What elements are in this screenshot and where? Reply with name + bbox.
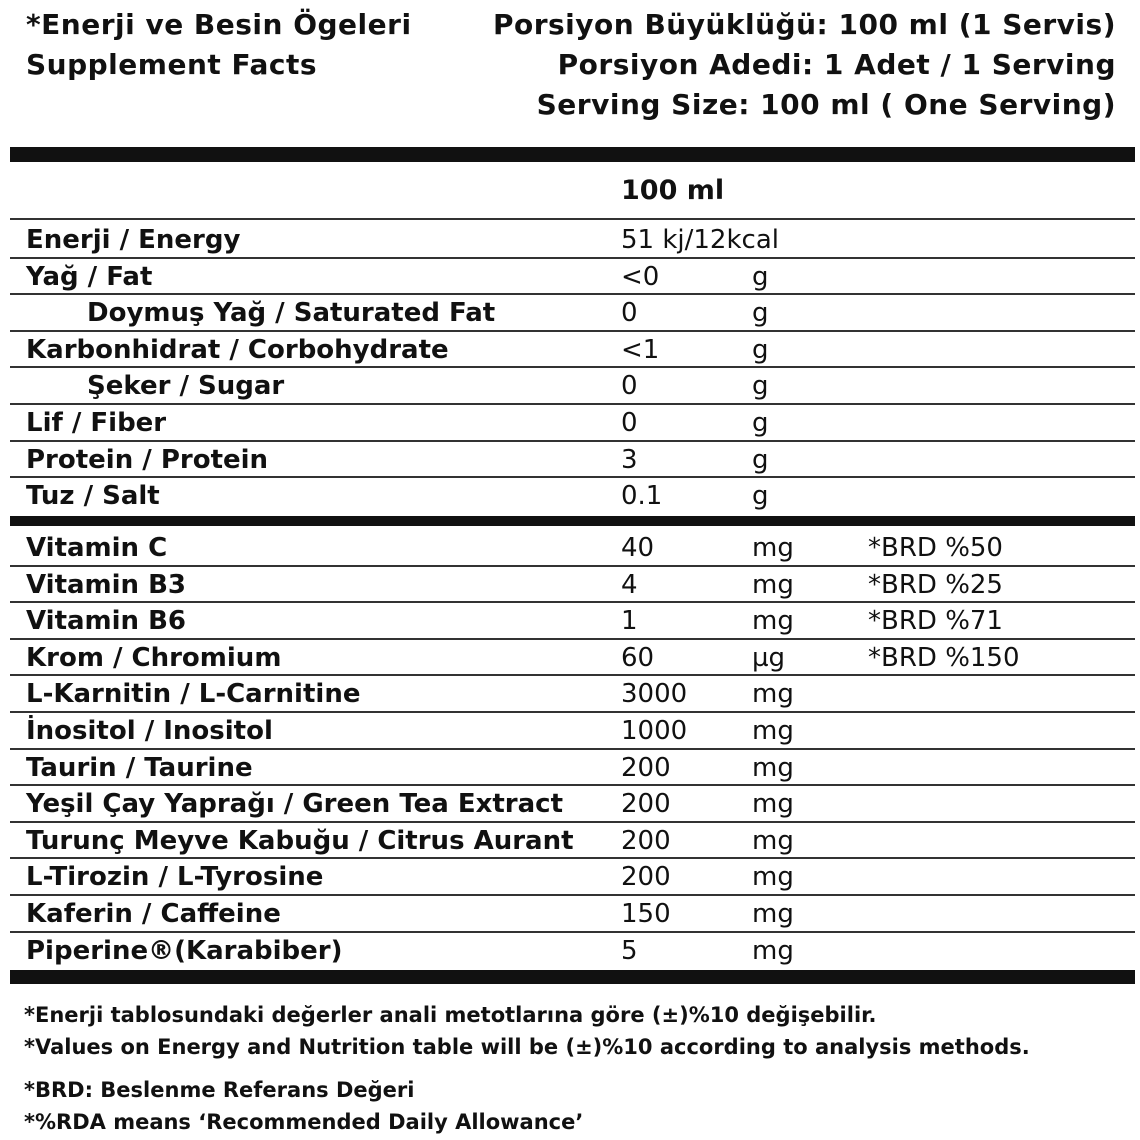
row-name: Tuz / Salt: [26, 481, 160, 512]
row-value: <0: [621, 261, 660, 292]
row-unit: mg: [752, 569, 794, 600]
row-unit: mg: [752, 862, 794, 893]
row-value: 0: [621, 407, 638, 438]
supplement-row: [10, 676, 1135, 713]
nutrition-row: [10, 332, 1135, 369]
footnote-brd: *BRD: Beslenme Referans Değeri: [24, 1078, 415, 1102]
row-unit: g: [752, 261, 769, 292]
top-divider: [10, 147, 1135, 162]
row-value: 51 kj/12kcal: [621, 225, 779, 255]
row-name: Karbonhidrat / Corbohydrate: [26, 334, 449, 365]
row-name: Yağ / Fat: [26, 261, 153, 292]
serving-size-en: Serving Size: 100 ml ( One Serving): [536, 88, 1116, 121]
row-unit: mg: [752, 752, 794, 783]
title-en: Supplement Facts: [26, 48, 318, 81]
row-value: 0: [621, 371, 638, 402]
portion-size-tr: Porsiyon Büyüklüğü: 100 ml (1 Servis): [492, 8, 1116, 41]
header-rule: [10, 218, 1135, 220]
title-tr: *Enerji ve Besin Ögeleri: [26, 8, 412, 41]
row-value: 4: [621, 569, 638, 600]
row-name: Yeşil Çay Yaprağı / Green Tea Extract: [26, 789, 564, 820]
row-value: 40: [621, 533, 655, 563]
row-value: 150: [621, 898, 671, 929]
nutrition-row: [10, 405, 1135, 442]
row-unit: mg: [752, 825, 794, 856]
supplement-row: [10, 530, 1135, 567]
row-value: 0.1: [621, 481, 663, 512]
row-value: 200: [621, 825, 671, 856]
row-value: 0: [621, 298, 638, 329]
supplement-row: [10, 933, 1135, 970]
row-unit: mg: [752, 606, 794, 637]
row-unit: g: [752, 371, 769, 402]
supplement-row: [10, 640, 1135, 677]
footnote-en: *Values on Energy and Nutrition table will be (±)%10 according to analysis methods.: [24, 1035, 1030, 1059]
row-value: 5: [621, 935, 638, 966]
nutrition-table: [10, 222, 1135, 515]
row-unit: mg: [752, 789, 794, 820]
row-name: Vitamin B3: [26, 569, 187, 600]
row-unit: mg: [752, 935, 794, 966]
column-header: 100 ml: [621, 175, 725, 206]
row-brd: *BRD %25: [868, 569, 1003, 600]
row-name: Vitamin C: [26, 533, 168, 563]
row-unit: mg: [752, 533, 794, 563]
footnote-tr: *Enerji tablosundaki değerler anali metotlarına göre (±)%10 değişebilir.: [24, 1003, 877, 1027]
row-name: Enerji / Energy: [26, 225, 241, 255]
supplement-row: [10, 896, 1135, 933]
row-value: 60: [621, 642, 655, 673]
nutrition-row: [10, 478, 1135, 515]
row-value: 200: [621, 752, 671, 783]
row-brd: *BRD %150: [868, 642, 1020, 673]
supplements-table: [10, 530, 1135, 969]
row-name: Şeker / Sugar: [87, 371, 285, 402]
supplement-row: [10, 713, 1135, 750]
row-unit: mg: [752, 898, 794, 929]
row-value: 200: [621, 862, 671, 893]
row-name: Kaferin / Caffeine: [26, 898, 281, 929]
footnote-rda: *%RDA means ‘Recommended Daily Allowance’: [24, 1110, 584, 1134]
nutrition-row: [10, 368, 1135, 405]
supplement-row: [10, 603, 1135, 640]
row-unit: g: [752, 334, 769, 365]
supplement-row: [10, 859, 1135, 896]
row-name: Taurin / Taurine: [26, 752, 253, 783]
row-value: 1: [621, 606, 638, 637]
nutrition-row: [10, 295, 1135, 332]
supplement-row: [10, 786, 1135, 823]
row-unit: g: [752, 481, 769, 512]
row-value: 1000: [621, 715, 688, 746]
row-brd: *BRD %71: [868, 606, 1003, 637]
bottom-divider: [10, 970, 1135, 984]
row-name: L-Tirozin / L-Tyrosine: [26, 862, 324, 893]
nutrition-row: [10, 222, 1135, 259]
nutrition-row: [10, 259, 1135, 296]
row-brd: *BRD %50: [868, 533, 1003, 563]
row-name: İnositol / Inositol: [26, 715, 273, 746]
row-name: Lif / Fiber: [26, 407, 167, 438]
row-unit: µg: [752, 642, 786, 673]
row-unit: g: [752, 298, 769, 329]
nutrition-row: [10, 442, 1135, 479]
row-unit: mg: [752, 715, 794, 746]
row-unit: g: [752, 407, 769, 438]
row-name: Krom / Chromium: [26, 642, 282, 673]
row-value: 3: [621, 444, 638, 475]
row-name: Turunç Meyve Kabuğu / Citrus Aurant: [26, 825, 574, 856]
supplement-row: [10, 823, 1135, 860]
middle-divider: [10, 516, 1135, 526]
row-unit: g: [752, 444, 769, 475]
row-name: Vitamin B6: [26, 606, 187, 637]
portion-count: Porsiyon Adedi: 1 Adet / 1 Serving: [557, 48, 1116, 81]
row-value: <1: [621, 334, 660, 365]
row-name: Protein / Protein: [26, 444, 269, 475]
row-value: 200: [621, 789, 671, 820]
supplement-row: [10, 750, 1135, 787]
row-name: Piperine®(Karabiber): [26, 935, 343, 966]
row-name: Doymuş Yağ / Saturated Fat: [87, 298, 496, 329]
row-name: L-Karnitin / L-Carnitine: [26, 679, 361, 710]
row-value: 3000: [621, 679, 688, 710]
supplement-row: [10, 567, 1135, 604]
row-unit: mg: [752, 679, 794, 710]
